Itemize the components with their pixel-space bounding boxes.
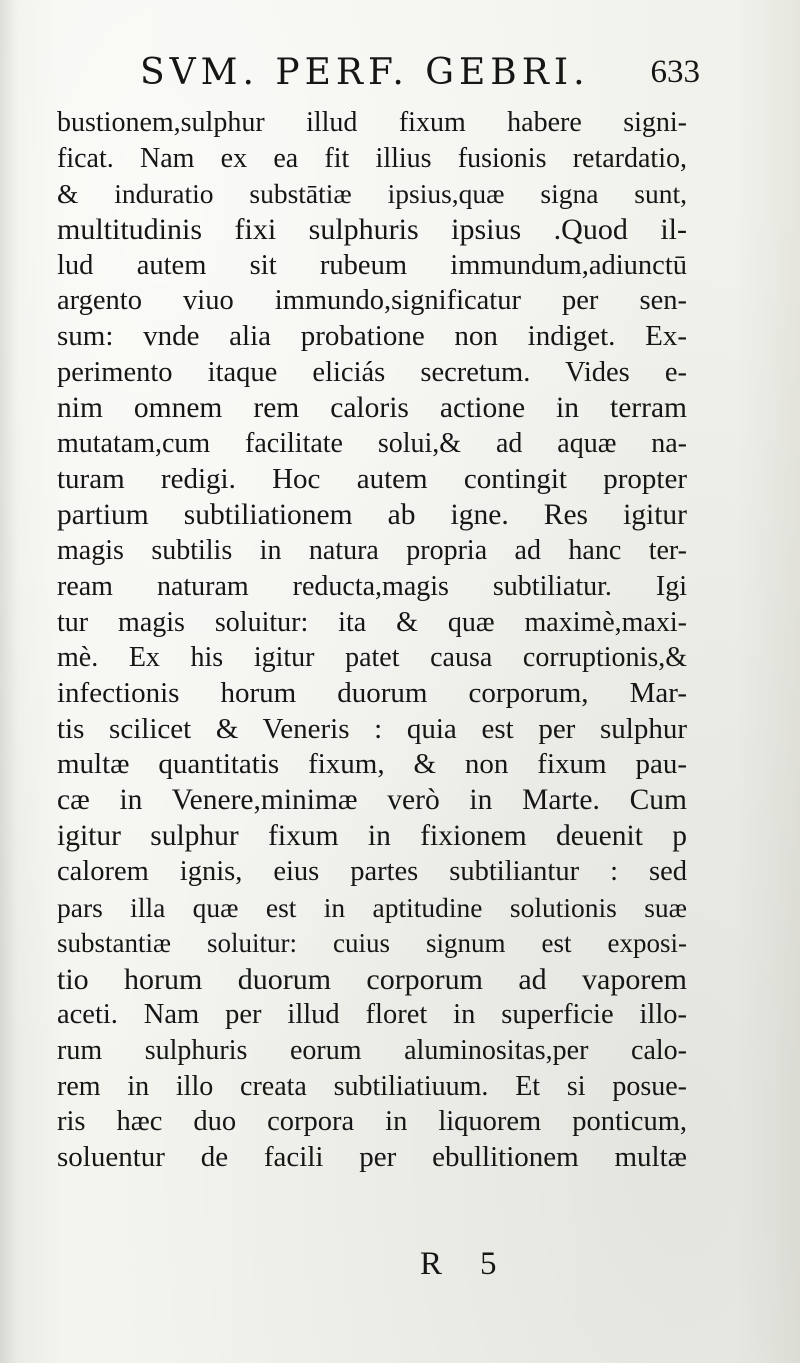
text-line: argento viuo immundo,significatur per sen-	[57, 285, 687, 317]
text-line: bustionem,sulphur illud fixum habere signi-	[57, 107, 687, 138]
text-line: multæ quantitatis fixum, & non fixum pau-	[57, 748, 687, 781]
text-line: & induratio substātiæ ipsius,quæ signa sunt,	[57, 178, 687, 210]
text-line: rem in illo creata subtiliatiuum. Et si posue-	[57, 1070, 687, 1102]
text-line: mutatam,cum facilitate solui,& ad aquæ na-	[57, 428, 687, 460]
text-line: partium subtiliationem ab igne. Res igitur	[57, 498, 687, 531]
page-number: 633	[650, 54, 700, 90]
text-line: tur magis soluitur: ita & quæ maximè,maxi-	[57, 606, 687, 638]
text-line: tio horum duorum corporum ad vaporem	[57, 962, 687, 996]
signature-number: 5	[480, 1246, 497, 1282]
text-line: aceti. Nam per illud floret in superficie illo-	[57, 999, 687, 1031]
text-line: ficat. Nam ex ea fit illius fusionis retardatio,	[57, 142, 687, 174]
signature-letter: R	[420, 1246, 443, 1282]
text-line: cæ in Venere,minimæ verò in Marte. Cum	[57, 784, 687, 817]
text-line: perimento itaque eliciás secretum. Vides e-	[57, 356, 687, 388]
text-line: turam redigi. Hoc autem contingit propter	[57, 462, 687, 495]
text-line: substantiæ soluitur: cuius signum est exposi-	[57, 927, 687, 958]
text-line: mè. Ex his igitur patet causa corruptionis,&	[57, 642, 687, 674]
text-line: rum sulphuris eorum aluminositas,per calo-	[57, 1034, 687, 1066]
text-line: infectionis horum duorum corporum, Mar-	[57, 677, 687, 709]
text-line: ream naturam reducta,magis subtiliatur. Igi	[57, 570, 687, 602]
text-line: multitudinis fixi sulphuris ipsius .Quod il-	[57, 213, 687, 247]
signature-mark	[420, 1246, 497, 1283]
page-header	[140, 52, 700, 102]
text-line: lud autem sit rubeum immundum,adiunctū	[57, 249, 687, 281]
text-line: tis scilicet & Veneris : quia est per sulphur	[57, 712, 687, 745]
running-title: SVM. PERF. GEBRI.	[140, 52, 590, 93]
text-line: igitur sulphur fixum in fixionem deuenit p	[57, 819, 687, 852]
page-gutter-shadow	[0, 0, 18, 1363]
text-line: calorem ignis, eius partes subtiliantur : sed	[57, 856, 687, 888]
text-line: pars illa quæ est in aptitudine solutionis suæ	[57, 892, 687, 924]
text-line: magis subtilis in natura propria ad hanc ter-	[57, 535, 687, 567]
text-line: soluentur de facili per ebullitionem multæ	[57, 1140, 687, 1173]
text-line: sum: vnde alia probatione non indiget. Ex-	[57, 320, 687, 353]
text-line: nim omnem rem caloris actione in terram	[57, 391, 687, 424]
body-text	[57, 105, 687, 1176]
text-line: ris hæc duo corpora in liquorem ponticum,	[57, 1106, 687, 1138]
